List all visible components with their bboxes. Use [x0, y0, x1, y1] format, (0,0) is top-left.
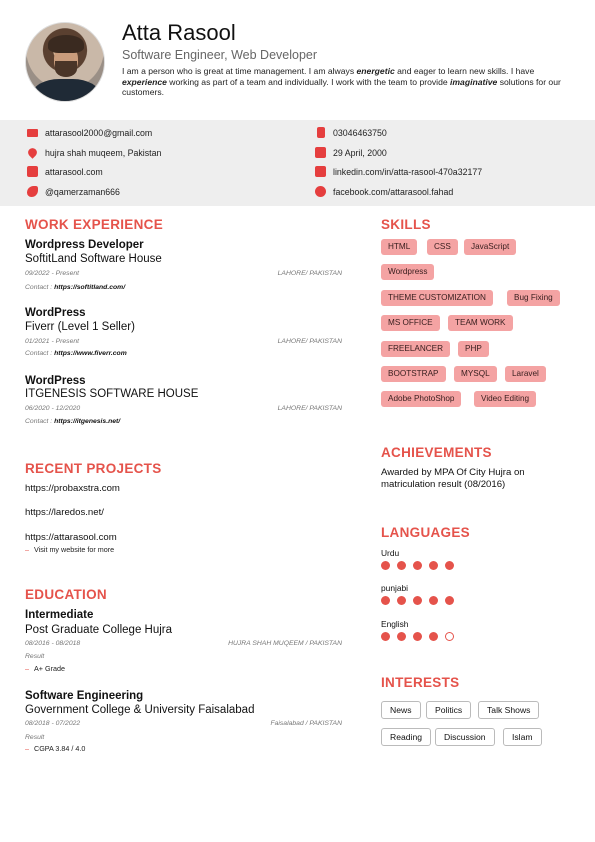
edu-degree: Intermediate	[25, 609, 94, 621]
level-dot-filled	[381, 632, 390, 641]
job-location: LAHORE/ PAKISTAN	[277, 270, 342, 277]
level-dot-filled	[413, 632, 422, 641]
skill-chip: Video Editing	[474, 391, 536, 407]
level-dot-filled	[445, 561, 454, 570]
level-dot-filled	[445, 596, 454, 605]
edu-result-label: Result	[25, 734, 45, 741]
edu-location: HUJRA SHAH MUQEEM / PAKISTAN	[228, 640, 342, 647]
project-link[interactable]: https://laredos.net/	[25, 507, 104, 518]
language-name: punjabi	[381, 583, 409, 593]
calendar-icon	[315, 147, 326, 158]
facebook-icon	[315, 186, 326, 197]
interest-tag: Discussion	[435, 728, 495, 746]
section-title-interests: INTERESTS	[381, 675, 460, 690]
linkedin-icon	[315, 166, 326, 177]
skill-chip: MYSQL	[454, 366, 497, 382]
job-dates: 09/2022 - Present	[25, 270, 80, 277]
full-name: Atta Rasool	[122, 20, 236, 45]
skill-chip: Bug Fixing	[507, 290, 560, 306]
level-dot-filled	[429, 561, 438, 570]
level-dot-filled	[397, 561, 406, 570]
resume-header	[0, 0, 595, 120]
edu-school: Government College & University Faisalabad	[25, 704, 255, 716]
job-contact-link[interactable]: https://itgenesis.net/	[54, 418, 121, 425]
level-dot-filled	[397, 632, 406, 641]
project-note: – Visit my website for more	[25, 545, 115, 554]
edu-result-label: Result	[25, 653, 45, 660]
skill-chip: HTML	[381, 239, 417, 255]
job-role: Software Engineer, Web Developer	[122, 48, 318, 62]
achievement-text: Awarded by MPA Of City Hujra on matriculation result (08/2016)	[381, 467, 525, 490]
job-dates: 01/2021 - Present	[25, 338, 80, 345]
contact-band: attarasool2000@gmail.com 03046463750 hujra shah muqeem, Pakistan 29 April, 2000 attarasool.com linkedin.com/in/atta-rasool-470a32177 @qamerzaman666 facebook.com/attarasool.fahad	[0, 120, 595, 206]
job-location: LAHORE/ PAKISTAN	[277, 405, 342, 412]
level-dot-filled	[429, 632, 438, 641]
edu-degree: Software Engineering	[25, 690, 144, 702]
job-contact: Contact : https://www.fiverr.com	[25, 350, 127, 357]
skill-chip: MS OFFICE	[381, 315, 440, 331]
job-dates: 06/2020 - 12/2020	[25, 405, 81, 412]
level-dot-filled	[413, 596, 422, 605]
language-name: English	[381, 619, 409, 629]
envelope-icon	[27, 129, 38, 137]
job-location: LAHORE/ PAKISTAN	[277, 338, 342, 345]
job-contact-link[interactable]: https://www.fiverr.com	[54, 350, 127, 357]
level-dot-filled	[413, 561, 422, 570]
section-title-achievements: ACHIEVEMENTS	[381, 445, 492, 460]
section-title-projects: RECENT PROJECTS	[25, 461, 162, 476]
job-title: WordPress	[25, 307, 86, 319]
level-dot-filled	[381, 561, 390, 570]
job-company: SoftitLand Software House	[25, 253, 162, 265]
level-dot-empty	[445, 632, 454, 641]
edu-location: Faisalabad / PAKISTAN	[270, 720, 342, 727]
profile-summary: I am a person who is great at time management. I am always energetic and eager to learn new skills. I have experience working as part of a team and individually. I work with the team to provide imaginative solutions for our customers.	[122, 66, 561, 98]
phone-icon	[317, 127, 325, 138]
interest-tag: Politics	[426, 701, 471, 719]
level-dot-filled	[429, 596, 438, 605]
interest-tag: Talk Shows	[478, 701, 539, 719]
skill-chip: Adobe PhotoShop	[381, 391, 461, 407]
profile-photo	[25, 22, 105, 102]
skill-chip: TEAM WORK	[448, 315, 513, 331]
interest-tag: Islam	[503, 728, 542, 746]
section-title-education: EDUCATION	[25, 587, 107, 602]
job-contact: Contact : https://itgenesis.net/	[25, 418, 121, 425]
job-company: Fiverr (Level 1 Seller)	[25, 321, 135, 333]
level-dot-filled	[397, 596, 406, 605]
job-title: Wordpress Developer	[25, 239, 144, 251]
skill-chip: PHP	[458, 341, 489, 357]
interest-tag: Reading	[381, 728, 431, 746]
section-title-languages: LANGUAGES	[381, 525, 470, 540]
website-icon	[27, 166, 38, 177]
section-title-skills: SKILLS	[381, 217, 431, 232]
job-contact: Contact : https://softitland.com/	[25, 284, 126, 291]
job-contact-link[interactable]: https://softitland.com/	[54, 284, 126, 291]
edu-dates: 08/2018 - 07/2022	[25, 720, 81, 727]
section-title-work: WORK EXPERIENCE	[25, 217, 164, 232]
skill-chip: Laravel	[505, 366, 546, 382]
job-title: WordPress	[25, 375, 86, 387]
job-company: ITGENESIS SOFTWARE HOUSE	[25, 388, 199, 400]
skill-chip: JavaScript	[464, 239, 516, 255]
skill-chip: THEME CUSTOMIZATION	[381, 290, 493, 306]
level-dot-filled	[381, 596, 390, 605]
edu-school: Post Graduate College Hujra	[25, 624, 173, 636]
twitter-icon	[27, 186, 38, 197]
skill-chip: CSS	[427, 239, 458, 255]
edu-result: – CGPA 3.84 / 4.0	[25, 744, 86, 753]
skill-chip: Wordpress	[381, 264, 434, 280]
edu-dates: 08/2016 - 08/2018	[25, 640, 81, 647]
edu-result: – A+ Grade	[25, 664, 65, 673]
interest-tag: News	[381, 701, 421, 719]
skill-chip: FREELANCER	[381, 341, 450, 357]
skill-chip: BOOTSTRAP	[381, 366, 446, 382]
project-link[interactable]: https://attarasool.com	[25, 532, 117, 543]
project-link[interactable]: https://probaxstra.com	[25, 483, 120, 494]
location-pin-icon	[26, 146, 38, 158]
language-name: Urdu	[381, 548, 400, 558]
